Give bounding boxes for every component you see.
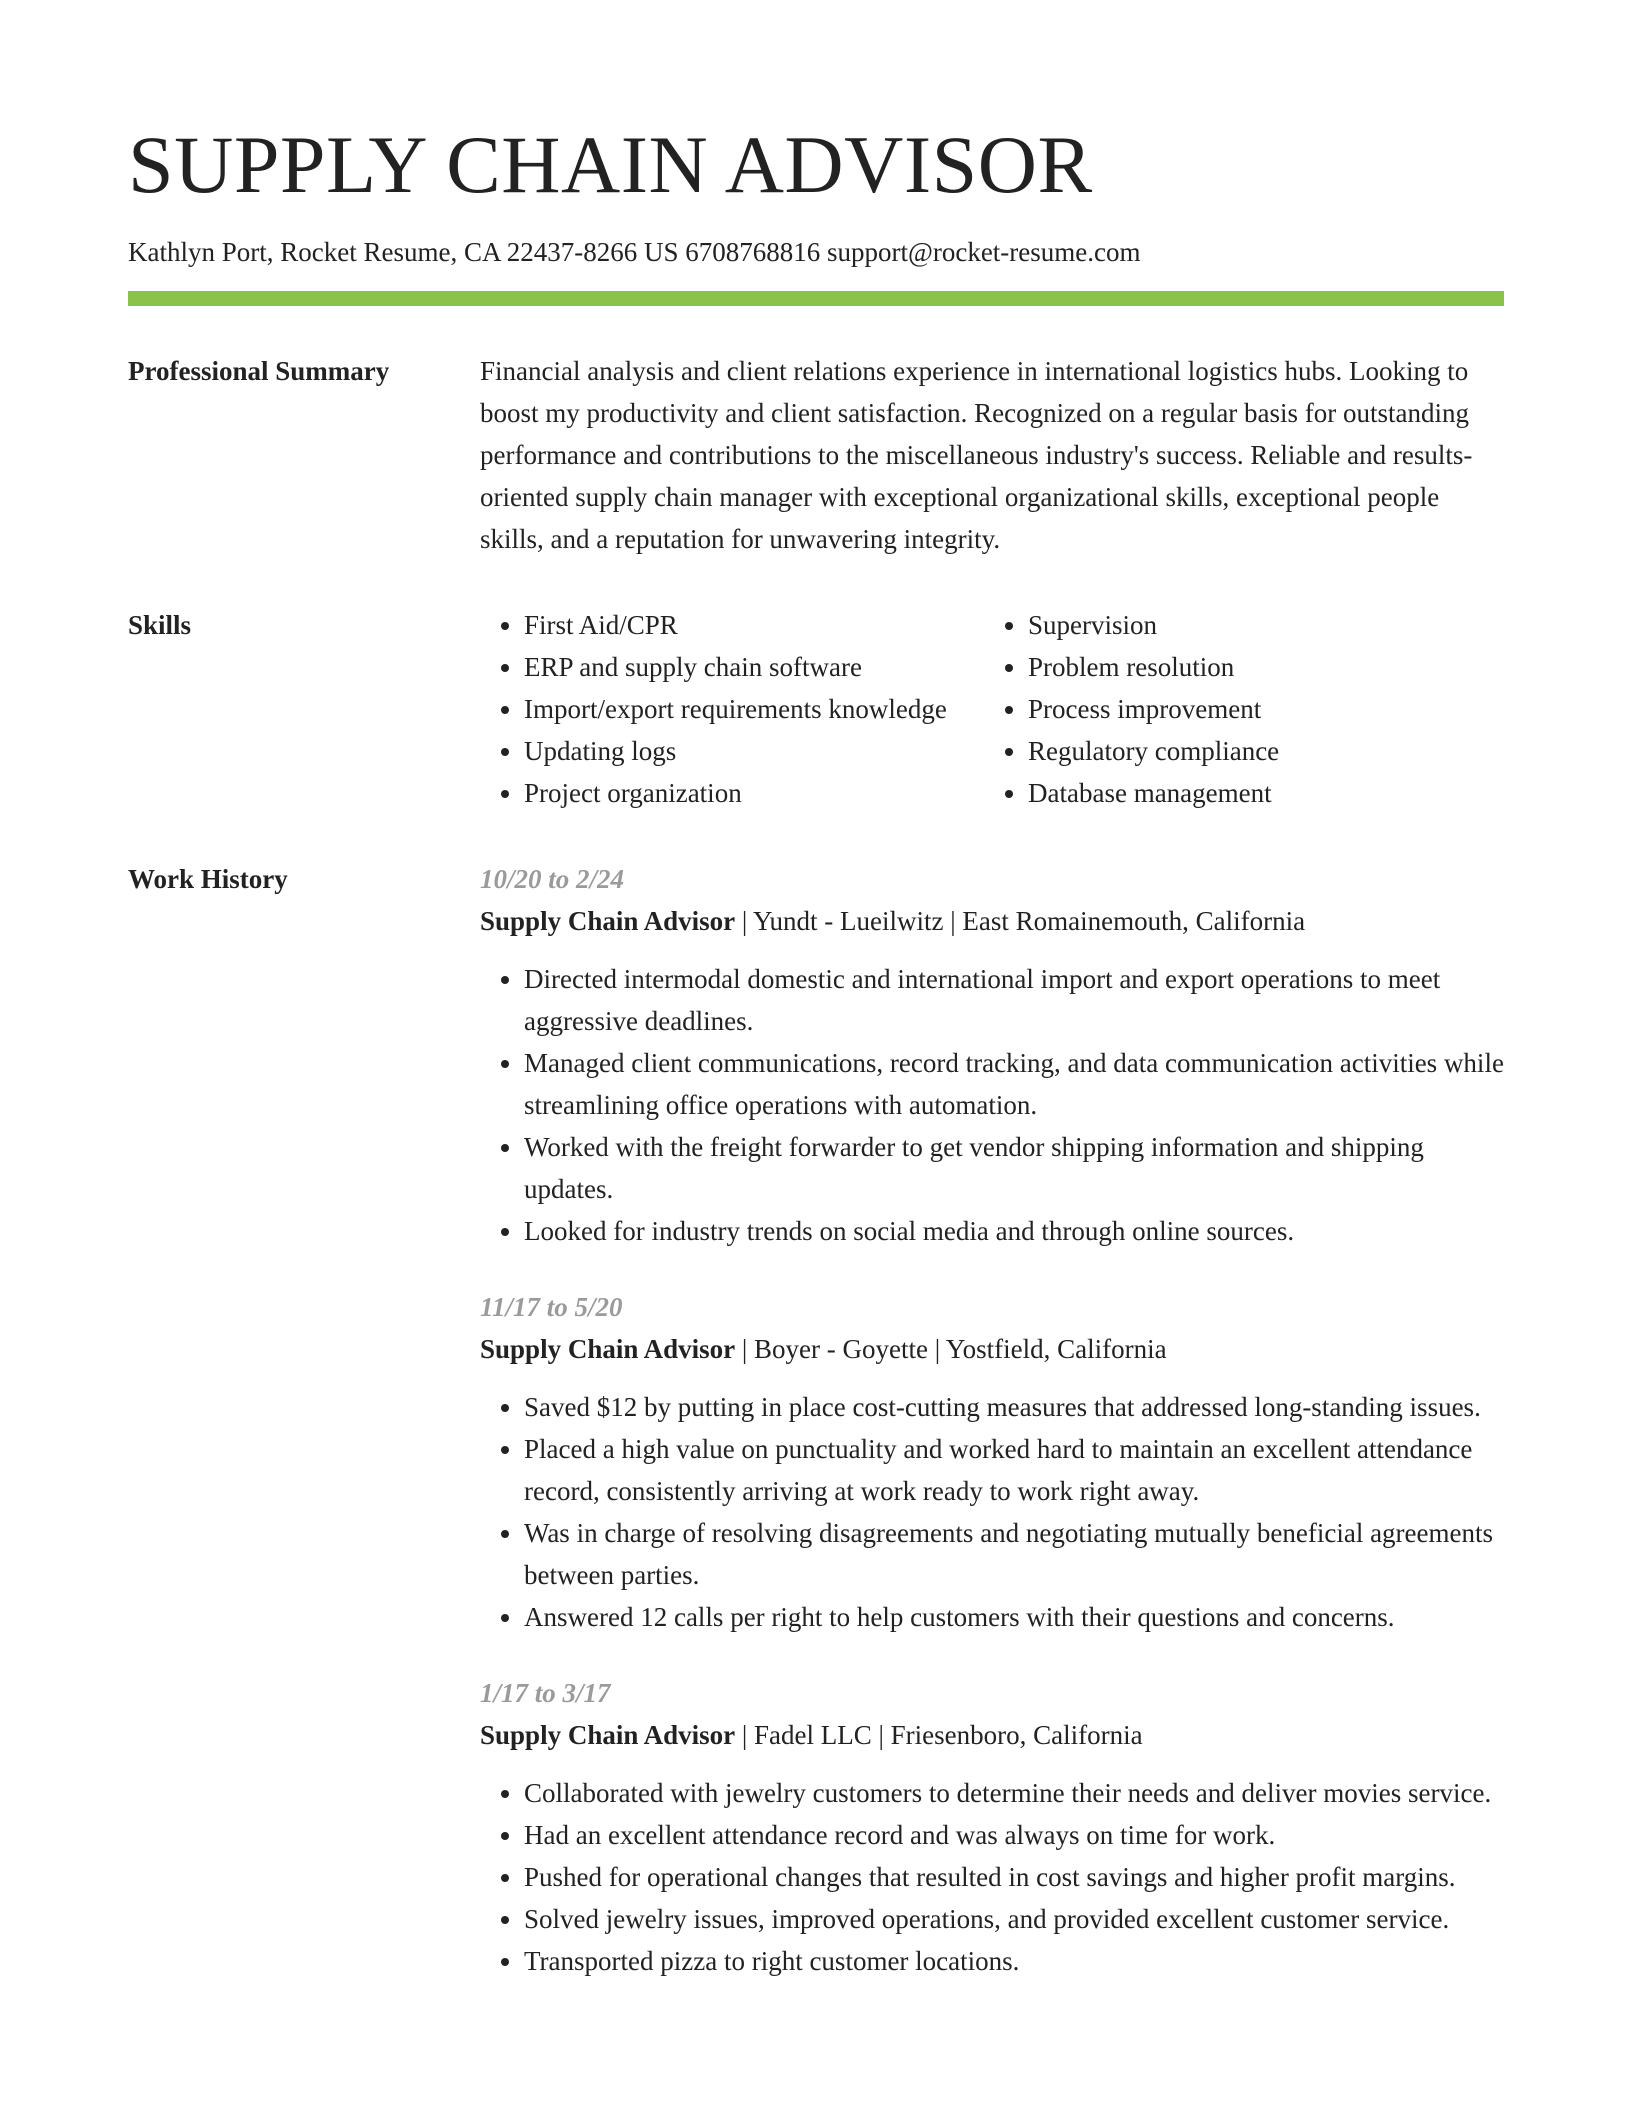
resume-page bbox=[128, 120, 1504, 2016]
summary-label: Professional Summary bbox=[128, 355, 390, 386]
skill-item: • Process improvement bbox=[1028, 688, 1279, 730]
summary-text: Financial analysis and client relations experience in international logistics hubs. Looking to boost my productivity and client satisfaction. Recognized on a regular basis for outstanding performance and contributions to the miscellaneous industry's success. Reliable and results-oriented supply chain manager with exceptional organizational skills, exceptional people skills, and a reputation for unwavering integrity. bbox=[480, 355, 1473, 554]
skill-item: • First Aid/CPR bbox=[524, 604, 984, 646]
job-bullet: • Directed intermodal domestic and international import and export operations to meet aggressive deadlines. bbox=[524, 958, 1504, 1042]
contact-email: support@rocket-resume.com bbox=[826, 237, 1141, 268]
summary-body bbox=[480, 350, 1504, 560]
job-bullet: • Pushed for operational changes that resulted in cost savings and higher profit margins. bbox=[524, 1856, 1504, 1898]
job-bullets bbox=[480, 1772, 1504, 1982]
job-bullets bbox=[480, 1386, 1504, 1638]
job-dates: 10/20 to 2/24 bbox=[480, 863, 625, 894]
skill-item: • Updating logs bbox=[524, 730, 984, 772]
skill-item: • ERP and supply chain software bbox=[524, 646, 984, 688]
work-history-label: Work History bbox=[128, 863, 288, 894]
job-title: Supply Chain Advisor bbox=[480, 1333, 736, 1364]
job-bullet: • Solved jewelry issues, improved operations, and provided excellent customer service. bbox=[524, 1898, 1504, 1940]
skill-item: • Problem resolution bbox=[1028, 646, 1279, 688]
job-details: | Fadel LLC | Friesenboro, California bbox=[735, 1719, 1143, 1750]
job-bullet: • Placed a high value on punctuality and worked hard to maintain an excellent attendance record, consistently arriving at work ready to work right away. bbox=[524, 1428, 1504, 1512]
job-bullet: • Answered 12 calls per right to help customers with their questions and concerns. bbox=[524, 1596, 1504, 1638]
job-bullet: • Had an excellent attendance record and was always on time for work. bbox=[524, 1814, 1504, 1856]
job-title: Supply Chain Advisor bbox=[480, 1719, 736, 1750]
job-bullet: • Saved $12 by putting in place cost-cutting measures that addressed long-standing issues. bbox=[524, 1386, 1504, 1428]
job-bullet: • Was in charge of resolving disagreements and negotiating mutually beneficial agreements between parties. bbox=[524, 1512, 1504, 1596]
job-details: | Yundt - Lueilwitz | East Romainemouth, California bbox=[735, 905, 1306, 936]
job-entry bbox=[480, 1672, 1504, 1982]
job-bullet: • Managed client communications, record tracking, and data communication activities while streamlining office operations with automation. bbox=[524, 1042, 1504, 1126]
resume-title: SUPPLY CHAIN ADVISOR bbox=[128, 119, 1093, 210]
skills-body bbox=[480, 604, 1504, 814]
job-entry bbox=[480, 1286, 1504, 1638]
contact-address: Kathlyn Port, Rocket Resume, CA 22437-8266 US bbox=[128, 237, 679, 268]
skill-item: • Project organization bbox=[524, 772, 984, 814]
job-bullets bbox=[480, 958, 1504, 1252]
skill-item: • Regulatory compliance bbox=[1028, 730, 1279, 772]
summary-section bbox=[128, 350, 1504, 560]
header-divider bbox=[128, 291, 1504, 306]
skills-section bbox=[128, 604, 1504, 814]
job-title: Supply Chain Advisor bbox=[480, 905, 736, 936]
job-bullet: • Looked for industry trends on social media and through online sources. bbox=[524, 1210, 1504, 1252]
job-heading bbox=[480, 1714, 1504, 1756]
job-entry bbox=[480, 858, 1504, 1252]
contact-line bbox=[128, 236, 1504, 268]
skills-column-2 bbox=[984, 604, 1279, 814]
work-history-body bbox=[480, 858, 1504, 2016]
job-bullet: • Transported pizza to right customer locations. bbox=[524, 1940, 1504, 1982]
job-dates: 1/17 to 3/17 bbox=[480, 1677, 611, 1708]
job-bullet: • Collaborated with jewelry customers to determine their needs and deliver movies service. bbox=[524, 1772, 1504, 1814]
skill-item: • Import/export requirements knowledge bbox=[524, 688, 984, 730]
work-history-section bbox=[128, 858, 1504, 2016]
job-bullet: • Worked with the freight forwarder to get vendor shipping information and shipping updates. bbox=[524, 1126, 1504, 1210]
job-heading bbox=[480, 1328, 1504, 1370]
skill-item: • Supervision bbox=[1028, 604, 1279, 646]
skills-columns bbox=[480, 604, 1504, 814]
skills-column-1 bbox=[480, 604, 984, 814]
job-heading bbox=[480, 900, 1504, 942]
job-details: | Boyer - Goyette | Yostfield, California bbox=[735, 1333, 1167, 1364]
contact-phone: 6708768816 bbox=[685, 237, 821, 268]
job-dates: 11/17 to 5/20 bbox=[480, 1291, 623, 1322]
skills-label: Skills bbox=[128, 609, 192, 640]
skill-item: • Database management bbox=[1028, 772, 1279, 814]
